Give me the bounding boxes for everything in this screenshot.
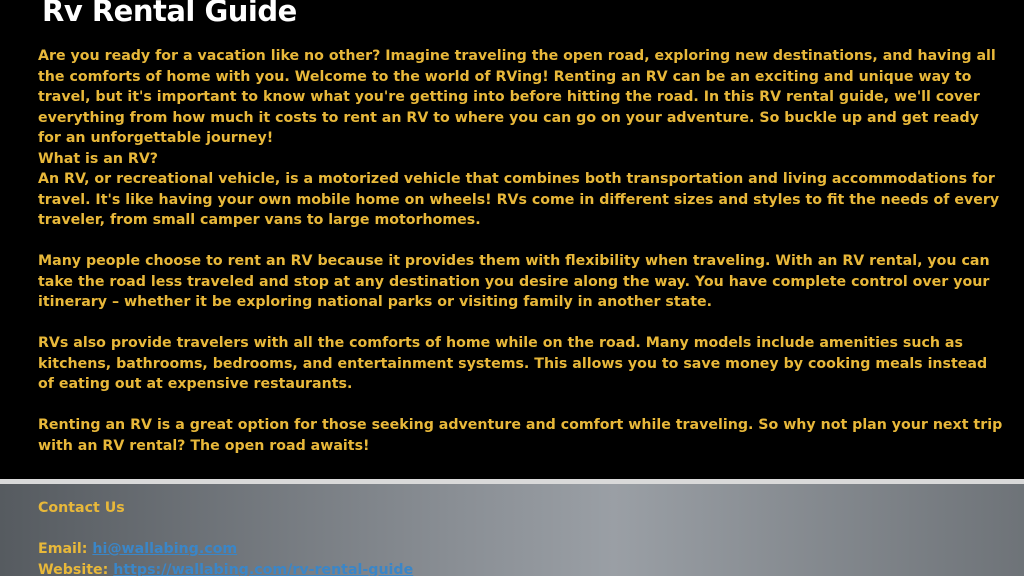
what-heading: What is an RV? <box>38 150 159 167</box>
paragraph-spacer <box>38 395 1003 416</box>
contact-heading: Contact Us <box>38 500 125 516</box>
email-line <box>38 539 413 560</box>
intro-paragraph: Are you ready for a vacation like no other? Imagine traveling the open road, exploring new destinations, and having all the comforts of home with you. Welcome to the world of RVing! Renting an RV can be an exciting and unique way to travel, but it's important to know what you're getting into before hitting the road. In this RV rental guide, we'll cover everything from how much it costs to rent an RV to where you can go on your adventure. So buckle up and get ready for an unforgettable journey! <box>38 48 996 146</box>
flexibility-paragraph: Many people choose to rent an RV because it provides them with flexibility when traveling. With an RV rental, you can take the road less traveled and stop at any destination you desire along the way. You have complete control over your itinerary – whether it be exploring national parks or visiting family in another state. <box>38 253 990 310</box>
contact-spacer <box>38 519 413 540</box>
website-link[interactable]: https://wallabing.com/rv-rental-guide <box>113 561 414 576</box>
website-label: Website: <box>38 561 109 576</box>
email-label: Email: <box>38 541 88 557</box>
body-text <box>38 46 1003 456</box>
paragraph-spacer <box>38 313 1003 334</box>
email-link[interactable]: hi@wallabing.com <box>92 541 238 557</box>
footer <box>0 484 1024 576</box>
website-line <box>38 560 413 576</box>
contact-block <box>38 498 413 576</box>
comforts-paragraph: RVs also provide travelers with all the comforts of home while on the road. Many models include amenities such as kitchens, bathrooms, bedrooms, and entertainment systems. This allows you to save money by cooking meals instead of eating out at expensive restaurants. <box>38 335 988 392</box>
paragraph-spacer <box>38 231 1003 252</box>
page-title: Rv Rental Guide <box>42 0 297 28</box>
closing-paragraph: Renting an RV is a great option for those seeking adventure and comfort while traveling. So why not plan your next trip with an RV rental? The open road awaits! <box>38 417 1003 454</box>
what-paragraph: An RV, or recreational vehicle, is a motorized vehicle that combines both transportation and living accommodations for travel. It's like having your own mobile home on wheels! RVs come in different sizes and styles to fit the needs of every traveler, from small camper vans to large motorhomes. <box>38 171 1000 228</box>
